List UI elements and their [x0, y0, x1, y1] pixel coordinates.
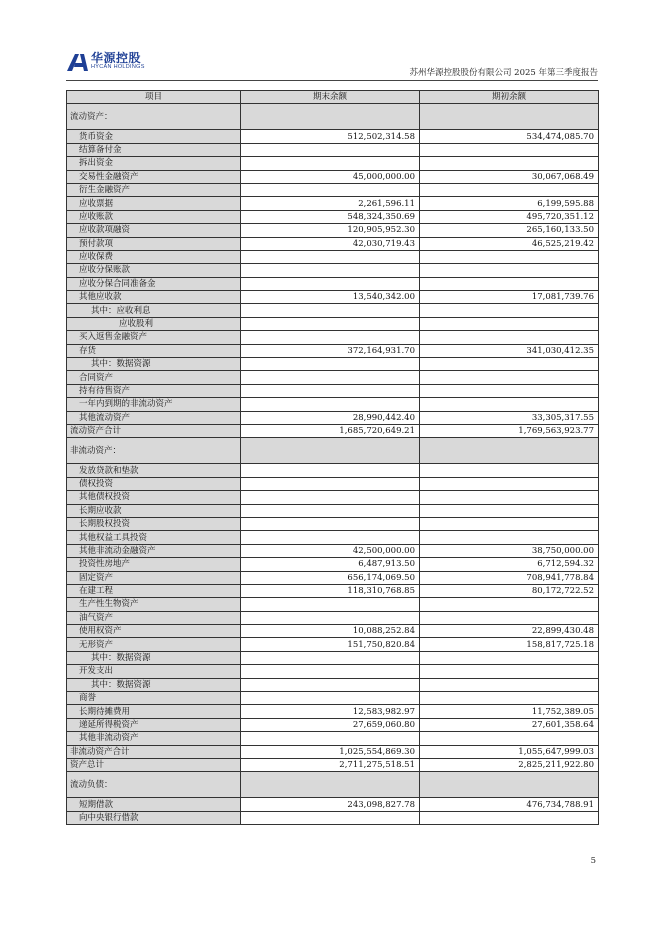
- table-row: [67, 798, 599, 811]
- row-label: 拆出资金: [67, 157, 241, 170]
- begin-balance-cell: [420, 732, 599, 745]
- row-label: 应收款项融资: [67, 224, 241, 237]
- end-balance-cell: 243,098,827.78: [241, 798, 420, 811]
- row-label: 开发支出: [67, 665, 241, 678]
- table-row: [67, 304, 599, 317]
- section-label: 流动资产：: [67, 104, 241, 130]
- table-row: [67, 250, 599, 263]
- table-row: [67, 517, 599, 530]
- end-balance-cell: 118,310,768.85: [241, 584, 420, 597]
- begin-balance-cell: 6,199,595.88: [420, 197, 599, 210]
- section-empty-cell: [241, 438, 420, 464]
- begin-balance-cell: 534,474,085.70: [420, 130, 599, 143]
- table-row: [67, 210, 599, 223]
- table-row: [67, 224, 599, 237]
- begin-balance-cell: [420, 331, 599, 344]
- row-label: 货币资金: [67, 130, 241, 143]
- end-balance-cell: [241, 143, 420, 156]
- row-label: 其中：数据资源: [67, 678, 241, 691]
- begin-balance-cell: [420, 398, 599, 411]
- brand-name-en: HYCAN HOLDINGS: [91, 64, 145, 70]
- end-balance-cell: [241, 384, 420, 397]
- table-row: [67, 705, 599, 718]
- begin-balance-cell: 33,305,317.55: [420, 411, 599, 424]
- end-balance-cell: [241, 678, 420, 691]
- row-label: 交易性金融资产: [67, 170, 241, 183]
- end-balance-cell: [241, 651, 420, 664]
- column-header-begin-balance: 期初余额: [420, 91, 599, 104]
- row-label: 预付款项: [67, 237, 241, 250]
- end-balance-cell: 28,990,442.40: [241, 411, 420, 424]
- end-balance-cell: 42,030,719.43: [241, 237, 420, 250]
- end-balance-cell: [241, 504, 420, 517]
- begin-balance-cell: 1,055,647,999.03: [420, 745, 599, 758]
- row-label: 长期股权投资: [67, 517, 241, 530]
- begin-balance-cell: [420, 371, 599, 384]
- end-balance-cell: [241, 264, 420, 277]
- row-label: 其中：数据资源: [67, 358, 241, 371]
- table-row: [67, 398, 599, 411]
- end-balance-cell: [241, 732, 420, 745]
- end-balance-cell: [241, 371, 420, 384]
- table-row: [67, 157, 599, 170]
- table-row: [67, 625, 599, 638]
- table-row: [67, 197, 599, 210]
- page-header: [66, 47, 598, 81]
- section-empty-cell: [420, 104, 599, 130]
- end-balance-cell: 2,711,275,518.51: [241, 758, 420, 771]
- begin-balance-cell: 17,081,739.76: [420, 291, 599, 304]
- table-row: [67, 544, 599, 557]
- table-row: [67, 317, 599, 330]
- row-label: 递延所得税资产: [67, 718, 241, 731]
- table-row: [67, 584, 599, 597]
- table-row: [67, 183, 599, 196]
- section-label: 非流动资产：: [67, 438, 241, 464]
- end-balance-cell: 151,750,820.84: [241, 638, 420, 651]
- table-row: [67, 651, 599, 664]
- end-balance-cell: [241, 250, 420, 263]
- table-row: [67, 678, 599, 691]
- end-balance-cell: [241, 531, 420, 544]
- row-label: 无形资产: [67, 638, 241, 651]
- begin-balance-cell: [420, 504, 599, 517]
- table-row: [67, 531, 599, 544]
- end-balance-cell: 45,000,000.00: [241, 170, 420, 183]
- row-label: 应收分保账款: [67, 264, 241, 277]
- table-row: [67, 264, 599, 277]
- begin-balance-cell: 341,030,412.35: [420, 344, 599, 357]
- end-balance-cell: [241, 183, 420, 196]
- end-balance-cell: 1,685,720,649.21: [241, 424, 420, 437]
- table-row: [67, 358, 599, 371]
- end-balance-cell: [241, 611, 420, 624]
- end-balance-cell: [241, 692, 420, 705]
- begin-balance-cell: 11,752,389.05: [420, 705, 599, 718]
- row-label: 非流动资产合计: [67, 745, 241, 758]
- row-label: 持有待售资产: [67, 384, 241, 397]
- begin-balance-cell: [420, 143, 599, 156]
- table-row: [67, 371, 599, 384]
- end-balance-cell: [241, 398, 420, 411]
- table-row: [67, 718, 599, 731]
- begin-balance-cell: [420, 183, 599, 196]
- table-row: [67, 143, 599, 156]
- table-row: [67, 745, 599, 758]
- section-row: [67, 438, 599, 464]
- end-balance-cell: [241, 317, 420, 330]
- row-label: 固定资产: [67, 571, 241, 584]
- section-empty-cell: [420, 772, 599, 798]
- begin-balance-cell: 495,720,351.12: [420, 210, 599, 223]
- row-label: 长期应收款: [67, 504, 241, 517]
- table-row: [67, 598, 599, 611]
- end-balance-cell: [241, 157, 420, 170]
- header-divider: [66, 80, 598, 81]
- end-balance-cell: 42,500,000.00: [241, 544, 420, 557]
- table-row: [67, 170, 599, 183]
- row-label: 生产性生物资产: [67, 598, 241, 611]
- brand-name-cn: 华源控股: [91, 51, 142, 65]
- section-row: [67, 772, 599, 798]
- page-number: 5: [590, 856, 596, 866]
- begin-balance-cell: [420, 317, 599, 330]
- column-header-item: 项目: [67, 91, 241, 104]
- row-label: 应收分保合同准备金: [67, 277, 241, 290]
- begin-balance-cell: [420, 264, 599, 277]
- begin-balance-cell: [420, 157, 599, 170]
- end-balance-cell: 13,540,342.00: [241, 291, 420, 304]
- begin-balance-cell: [420, 531, 599, 544]
- end-balance-cell: [241, 598, 420, 611]
- end-balance-cell: 6,487,913.50: [241, 558, 420, 571]
- section-row: [67, 104, 599, 130]
- end-balance-cell: [241, 491, 420, 504]
- begin-balance-cell: 80,172,722.52: [420, 584, 599, 597]
- begin-balance-cell: 708,941,778.84: [420, 571, 599, 584]
- table-row: [67, 291, 599, 304]
- table-row: [67, 384, 599, 397]
- begin-balance-cell: [420, 384, 599, 397]
- table-row: [67, 638, 599, 651]
- end-balance-cell: 656,174,069.50: [241, 571, 420, 584]
- row-label: 其他权益工具投资: [67, 531, 241, 544]
- begin-balance-cell: [420, 277, 599, 290]
- begin-balance-cell: [420, 477, 599, 490]
- row-label: 一年内到期的非流动资产: [67, 398, 241, 411]
- section-empty-cell: [241, 772, 420, 798]
- begin-balance-cell: 265,160,133.50: [420, 224, 599, 237]
- row-label: 合同资产: [67, 371, 241, 384]
- row-label: 结算备付金: [67, 143, 241, 156]
- begin-balance-cell: [420, 304, 599, 317]
- row-label: 应收保费: [67, 250, 241, 263]
- end-balance-cell: [241, 464, 420, 477]
- begin-balance-cell: 46,525,219.42: [420, 237, 599, 250]
- table-row: [67, 611, 599, 624]
- table-row: [67, 331, 599, 344]
- end-balance-cell: 372,164,931.70: [241, 344, 420, 357]
- end-balance-cell: [241, 517, 420, 530]
- begin-balance-cell: [420, 491, 599, 504]
- section-label: 流动负债：: [67, 772, 241, 798]
- table-row: [67, 237, 599, 250]
- begin-balance-cell: 30,067,068.49: [420, 170, 599, 183]
- begin-balance-cell: 22,899,430.48: [420, 625, 599, 638]
- row-label: 应收账款: [67, 210, 241, 223]
- table-row: [67, 504, 599, 517]
- row-label: 油气资产: [67, 611, 241, 624]
- begin-balance-cell: [420, 598, 599, 611]
- table-row: [67, 491, 599, 504]
- end-balance-cell: 548,324,350.69: [241, 210, 420, 223]
- column-header-end-balance: 期末余额: [241, 91, 420, 104]
- table-row: [67, 277, 599, 290]
- end-balance-cell: 12,583,982.97: [241, 705, 420, 718]
- begin-balance-cell: 27,601,358.64: [420, 718, 599, 731]
- row-label: 买入返售金融资产: [67, 331, 241, 344]
- end-balance-cell: [241, 304, 420, 317]
- row-label: 发放贷款和垫款: [67, 464, 241, 477]
- end-balance-cell: [241, 665, 420, 678]
- row-label: 其他债权投资: [67, 491, 241, 504]
- end-balance-cell: [241, 277, 420, 290]
- row-label: 商誉: [67, 692, 241, 705]
- row-label: 其中：数据资源: [67, 651, 241, 664]
- begin-balance-cell: 38,750,000.00: [420, 544, 599, 557]
- row-label: 应收票据: [67, 197, 241, 210]
- row-label: 在建工程: [67, 584, 241, 597]
- company-logo-icon: [66, 51, 88, 73]
- end-balance-cell: 1,025,554,869.30: [241, 745, 420, 758]
- begin-balance-cell: [420, 811, 599, 824]
- table-row: [67, 571, 599, 584]
- row-label: 其他非流动资产: [67, 732, 241, 745]
- row-label: 其中：应收利息: [67, 304, 241, 317]
- end-balance-cell: 27,659,060.80: [241, 718, 420, 731]
- table-row: [67, 344, 599, 357]
- section-empty-cell: [241, 104, 420, 130]
- end-balance-cell: [241, 811, 420, 824]
- row-label: 流动资产合计: [67, 424, 241, 437]
- table-row: [67, 692, 599, 705]
- end-balance-cell: 10,088,252.84: [241, 625, 420, 638]
- row-label: 其他应收款: [67, 291, 241, 304]
- begin-balance-cell: [420, 250, 599, 263]
- row-label: 短期借款: [67, 798, 241, 811]
- row-label: 长期待摊费用: [67, 705, 241, 718]
- begin-balance-cell: 6,712,594.32: [420, 558, 599, 571]
- row-label: 投资性房地产: [67, 558, 241, 571]
- begin-balance-cell: [420, 665, 599, 678]
- end-balance-cell: [241, 331, 420, 344]
- report-title: 苏州华源控股股份有限公司 2025 年第三季度报告: [409, 68, 598, 78]
- begin-balance-cell: [420, 358, 599, 371]
- table-header-row: [67, 91, 599, 104]
- table-row: [67, 130, 599, 143]
- end-balance-cell: 512,502,314.58: [241, 130, 420, 143]
- end-balance-cell: [241, 358, 420, 371]
- end-balance-cell: 120,905,952.30: [241, 224, 420, 237]
- begin-balance-cell: 1,769,563,923.77: [420, 424, 599, 437]
- table-row: [67, 665, 599, 678]
- row-label: 资产总计: [67, 758, 241, 771]
- row-label: 向中央银行借款: [67, 811, 241, 824]
- row-label: 其他流动资产: [67, 411, 241, 424]
- begin-balance-cell: [420, 692, 599, 705]
- table-row: [67, 732, 599, 745]
- table-row: [67, 411, 599, 424]
- section-empty-cell: [420, 438, 599, 464]
- table-row: [67, 477, 599, 490]
- table-row: [67, 424, 599, 437]
- row-label: 衍生金融资产: [67, 183, 241, 196]
- end-balance-cell: 2,261,596.11: [241, 197, 420, 210]
- row-label: 债权投资: [67, 477, 241, 490]
- begin-balance-cell: [420, 464, 599, 477]
- begin-balance-cell: [420, 611, 599, 624]
- table-row: [67, 758, 599, 771]
- row-label: 其他非流动金融资产: [67, 544, 241, 557]
- row-label: 使用权资产: [67, 625, 241, 638]
- table-row: [67, 811, 599, 824]
- begin-balance-cell: 2,825,211,922.80: [420, 758, 599, 771]
- end-balance-cell: [241, 477, 420, 490]
- row-label: 应收股利: [67, 317, 241, 330]
- begin-balance-cell: [420, 517, 599, 530]
- balance-sheet-table: [66, 90, 599, 825]
- table-row: [67, 464, 599, 477]
- begin-balance-cell: [420, 651, 599, 664]
- row-label: 存货: [67, 344, 241, 357]
- begin-balance-cell: 476,734,788.91: [420, 798, 599, 811]
- begin-balance-cell: 158,817,725.18: [420, 638, 599, 651]
- begin-balance-cell: [420, 678, 599, 691]
- table-row: [67, 558, 599, 571]
